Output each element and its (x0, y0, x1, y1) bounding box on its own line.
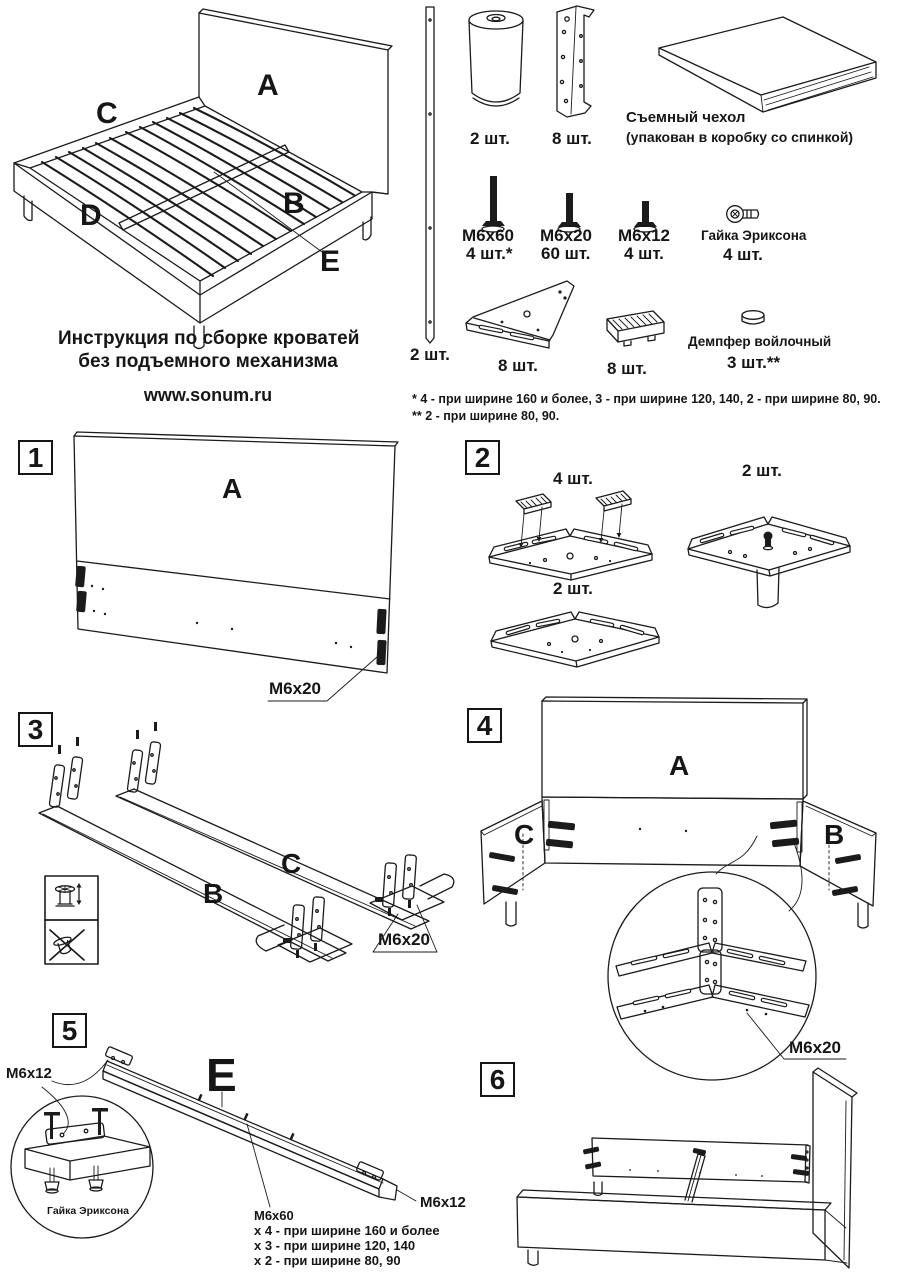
step5-note-title: М6х60 (254, 1208, 294, 1223)
step-5-number: 5 (52, 1013, 87, 1048)
step5-fastener-left-label: M6x12 (6, 1065, 52, 1082)
leg-qty: 2 шт. (470, 129, 510, 148)
corner-bracket-qty: 8 шт. (552, 129, 592, 148)
m6x12-qty: 4 шт. (624, 244, 664, 263)
step5-note-line1: х 4 - при ширине 160 и более (254, 1223, 440, 1238)
part-big-bracket-drawing (466, 281, 574, 348)
doc-title-line1: Инструкция по сборке кроватей (58, 328, 360, 349)
cover-title: Съемный чехол (626, 109, 746, 126)
damper-label: Демпфер войлочный (688, 334, 832, 349)
step2-qty-bottom: 2 шт. (553, 579, 593, 598)
erikson-nut-qty: 4 шт. (723, 245, 763, 264)
step3-drawing (39, 722, 454, 964)
overview-label-d: D (80, 199, 102, 232)
step-2-number: 2 (465, 440, 500, 475)
m6x60-qty: 4 шт.* (466, 244, 513, 263)
step2-drawing (489, 491, 850, 667)
step2-qty-right: 2 шт. (742, 461, 782, 480)
step-3-number: 3 (18, 712, 53, 747)
website-url: www.sonum.ru (143, 385, 273, 405)
step1-fastener-label: M6x20 (269, 679, 321, 698)
step-4-number: 4 (467, 708, 502, 743)
cover-note: (упакован в коробку со спинкой) (626, 129, 854, 145)
part-corner-bracket-drawing (557, 6, 594, 117)
step5-label-e: E (206, 1049, 237, 1101)
damper-qty: 3 шт.** (727, 353, 781, 372)
step-6-number: 6 (480, 1062, 515, 1097)
part-leg-drawing (469, 11, 523, 106)
part-erikson-nut-drawing (727, 206, 759, 223)
step2-qty-top: 4 шт. (553, 469, 593, 488)
side-slat-qty: 2 шт. (410, 345, 450, 364)
step5-note-line2: х 3 - при ширине 120, 140 (254, 1238, 416, 1253)
part-damper-drawing (742, 311, 764, 324)
step1-label-a: A (222, 473, 243, 504)
m6x12-label: М6х12 (618, 226, 670, 245)
step4-label-a: A (669, 750, 690, 781)
doc-title-line2: без подъемного механизма (78, 351, 338, 372)
step5-fastener-right-label: M6x12 (420, 1194, 466, 1211)
hand-tighten-icon (56, 883, 82, 906)
part-cover-drawing (659, 17, 876, 112)
big-bracket-qty: 8 шт. (498, 356, 538, 375)
step-1-number: 1 (18, 440, 53, 475)
m6x20-qty: 60 шт. (541, 244, 591, 263)
m6x60-label: М6х60 (462, 226, 514, 245)
step3-fastener-label: M6x20 (378, 930, 430, 949)
overview-label-b: B (283, 187, 305, 220)
step5-note-line3: х 2 - при ширине 80, 90 (254, 1253, 401, 1268)
overview-label-e: E (320, 245, 341, 278)
step4-label-c: C (514, 819, 535, 850)
part-screws-drawing (482, 176, 657, 232)
part-slat-holder-drawing (607, 311, 664, 346)
erikson-nut-label: Гайка Эриксона (701, 228, 807, 243)
overview-label-c: C (96, 97, 118, 130)
step4-fastener-label: M6x20 (789, 1038, 841, 1057)
step4-label-b: B (824, 819, 845, 850)
step6-drawing (517, 1068, 857, 1268)
overview-label-a: A (257, 69, 279, 102)
footnote-2: ** 2 - при ширине 80, 90. (412, 409, 560, 423)
overview-bed-drawing (14, 9, 392, 349)
slat-holder-qty: 8 шт. (607, 359, 647, 378)
footnote-1: * 4 - при ширине 160 и более, 3 - при ширине 120, 140, 2 - при ширине 80, 90. (412, 392, 881, 406)
step3-label-b: B (203, 878, 224, 909)
step3-label-c: C (281, 848, 302, 879)
m6x20-label: М6х20 (540, 226, 592, 245)
no-tool-icon (50, 930, 84, 960)
step5-nut-label: Гайка Эриксона (47, 1205, 130, 1217)
part-side-slat-drawing (426, 7, 434, 343)
